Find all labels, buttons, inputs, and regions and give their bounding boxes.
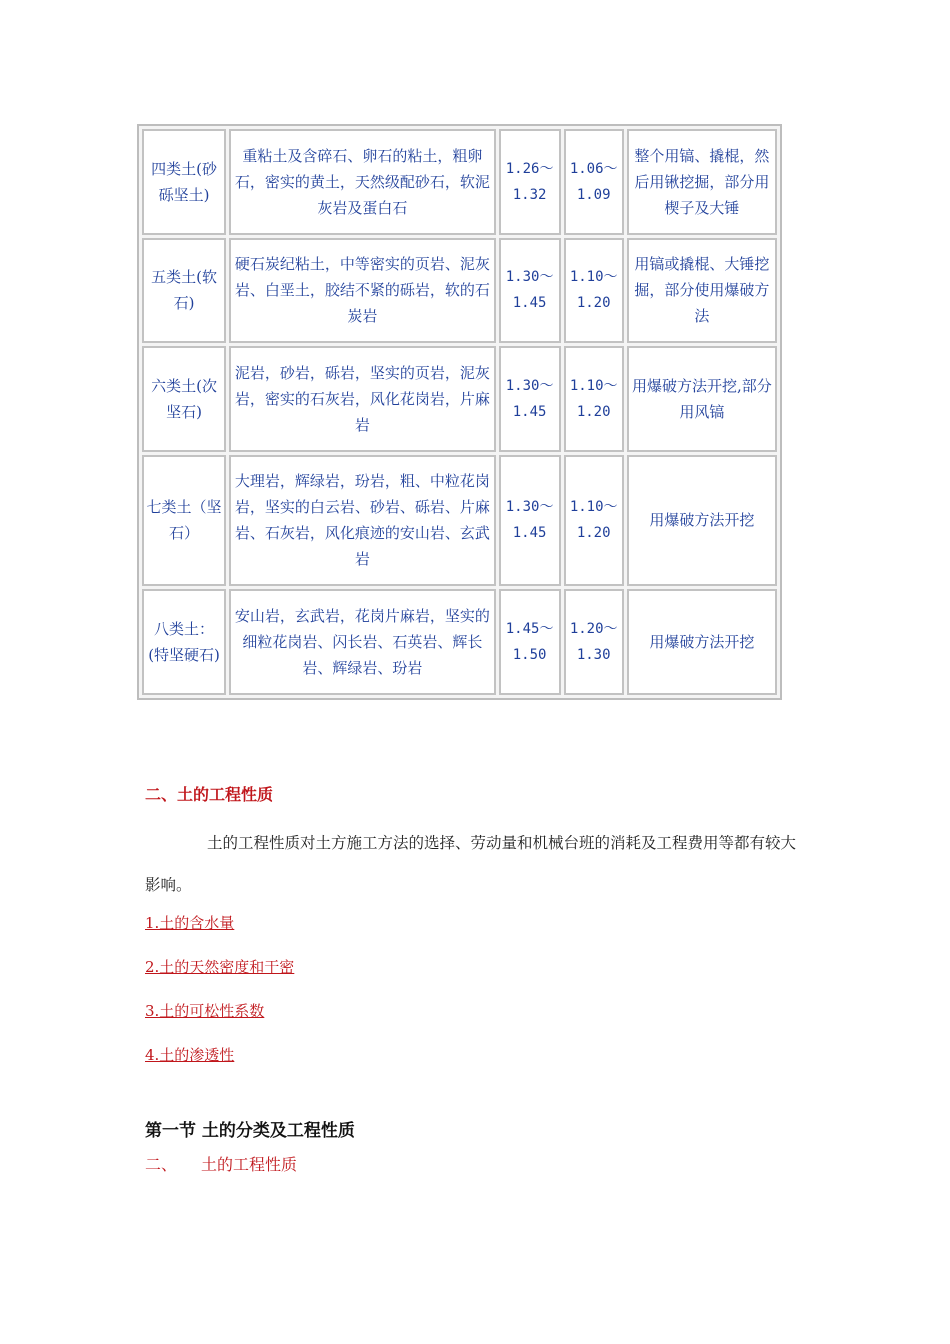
soil-type-cell: 六类土(次坚石) xyxy=(142,346,226,452)
excavation-method-cell: 用镐或撬棍、大锤挖掘，部分使用爆破方法 xyxy=(627,238,777,344)
soil-type-cell: 五类土(软石) xyxy=(142,238,226,344)
excavation-method-cell: 用爆破方法开挖 xyxy=(627,589,777,695)
excavation-method-cell: 用爆破方法开挖,部分用风镐 xyxy=(627,346,777,452)
intro-paragraph: 土的工程性质对土方施工方法的选择、劳动量和机械台班的消耗及工程费用等都有较大影响。 xyxy=(145,834,797,894)
chapter-subheading xyxy=(145,1152,297,1175)
initial-loosening-coefficient-cell: 1.45～1.50 xyxy=(499,589,561,695)
initial-loosening-coefficient-cell: 1.30～1.45 xyxy=(499,346,561,452)
link-permeability[interactable]: 4.土的渗透性 xyxy=(145,1046,235,1064)
initial-loosening-coefficient-cell: 1.26～1.32 xyxy=(499,129,561,235)
soil-description-cell: 大理岩，辉绿岩，玢岩，粗、中粒花岗岩，坚实的白云岩、砂岩、砾岩、片麻岩、石灰岩，风化痕迹的安山岩、玄武岩 xyxy=(229,455,495,587)
table-row xyxy=(142,589,777,695)
soil-description-cell: 安山岩，玄武岩，花岗片麻岩，坚实的细粒花岗岩、闪长岩、石英岩、辉长岩、辉绿岩、玢岩 xyxy=(229,589,495,695)
chapter-title: 第一节 土的分类及工程性质 xyxy=(145,1121,355,1141)
link-loosening-coefficient[interactable]: 3.土的可松性系数 xyxy=(145,1002,265,1020)
final-loosening-coefficient-cell: 1.06～1.09 xyxy=(564,129,624,235)
soil-description-cell: 硬石炭纪粘土，中等密实的页岩、泥灰岩、白垩土，胶结不紧的砾岩，软的石炭岩 xyxy=(229,238,495,344)
soil-type-cell: 八类土：(特坚硬石) xyxy=(142,589,226,695)
table-row xyxy=(142,455,777,587)
soil-type-cell: 四类土(砂砾坚土) xyxy=(142,129,226,235)
excavation-method-cell: 用爆破方法开挖 xyxy=(627,455,777,587)
table-row xyxy=(142,238,777,344)
initial-loosening-coefficient-cell: 1.30～1.45 xyxy=(499,455,561,587)
section-heading: 二、土的工程性质 xyxy=(145,785,274,804)
soil-description-cell: 泥岩，砂岩，砾岩，坚实的页岩，泥灰岩，密实的石灰岩，风化花岗岩，片麻岩 xyxy=(229,346,495,452)
excavation-method-cell: 整个用镐、撬棍，然后用锹挖掘，部分用楔子及大锤 xyxy=(627,129,777,235)
final-loosening-coefficient-cell: 1.10～1.20 xyxy=(564,238,624,344)
initial-loosening-coefficient-cell: 1.30～1.45 xyxy=(499,238,561,344)
final-loosening-coefficient-cell: 1.10～1.20 xyxy=(564,346,624,452)
final-loosening-coefficient-cell: 1.10～1.20 xyxy=(564,455,624,587)
table-row xyxy=(142,346,777,452)
soil-description-cell: 重粘土及含碎石、卵石的粘土，粗卵石，密实的黄土，天然级配砂石，软泥灰岩及蛋白石 xyxy=(229,129,495,235)
subheading-text: 土的工程性质 xyxy=(201,1155,298,1174)
soil-classification-table xyxy=(137,124,782,700)
link-natural-density[interactable]: 2.土的天然密度和干密 xyxy=(145,958,295,976)
subheading-number: 二、 xyxy=(145,1155,178,1174)
soil-type-cell: 七类土（坚石） xyxy=(142,455,226,587)
link-water-content[interactable]: 1.土的含水量 xyxy=(145,914,235,932)
final-loosening-coefficient-cell: 1.20～1.30 xyxy=(564,589,624,695)
table-row xyxy=(142,129,777,235)
